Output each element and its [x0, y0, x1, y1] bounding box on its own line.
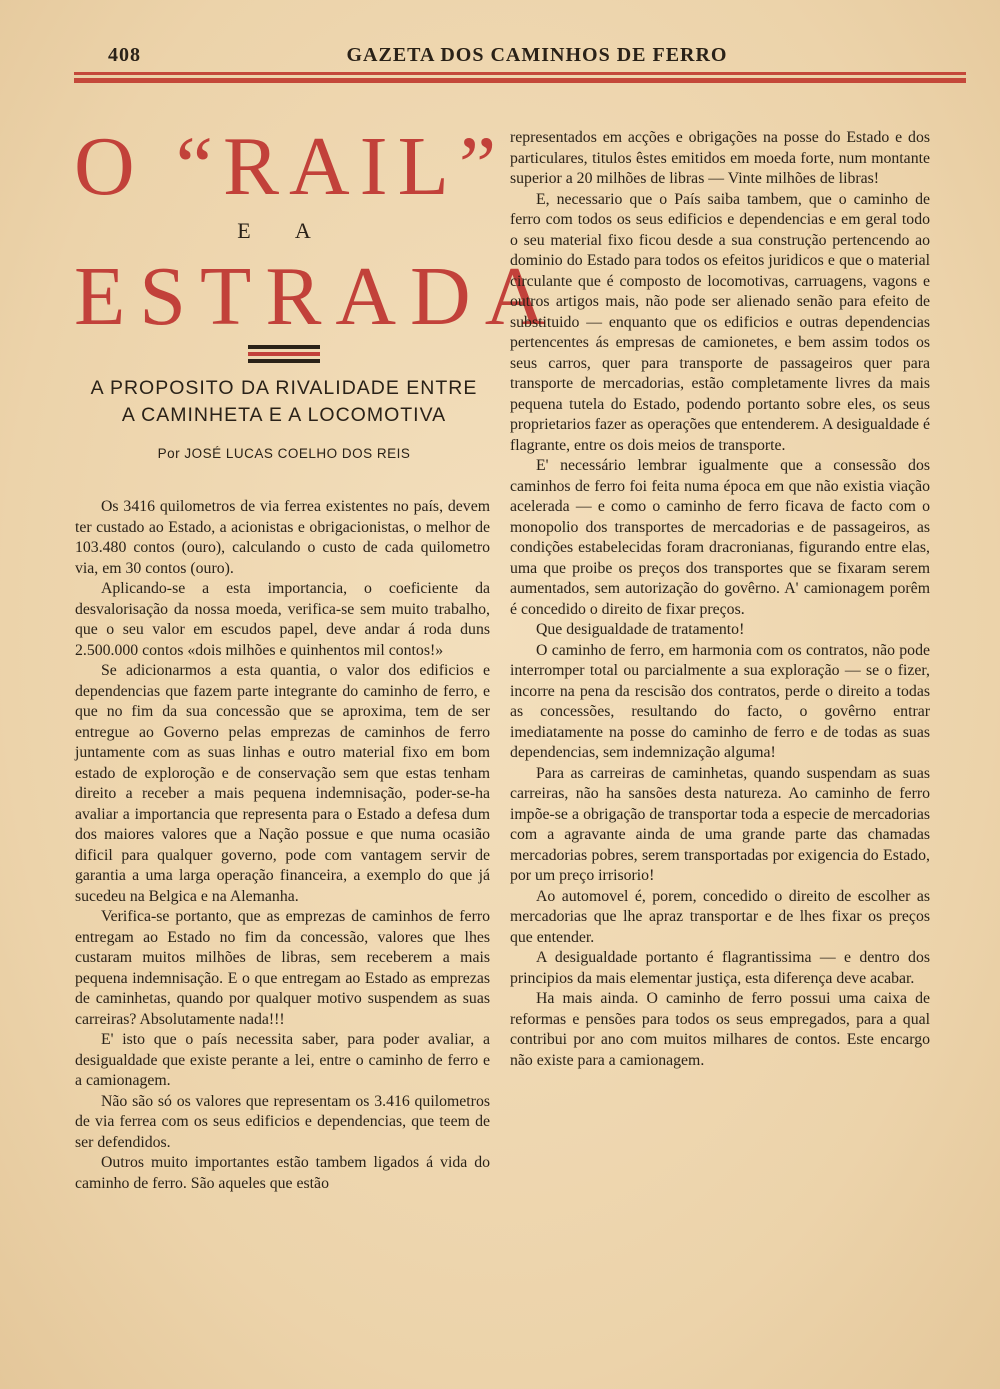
subtitle-line-1: A PROPOSITO DA RIVALIDADE ENTRE [90, 377, 478, 399]
paragraph: Ha mais ainda. O caminho de ferro possui uma caixa de reformas e pensões para todos os seus empregados, para a qual contribui por ano com muitos milhares de contos. Este encargo não existe para a camionagem. [510, 990, 930, 1069]
article-byline: Por JOSÉ LUCAS COELHO DOS REIS [157, 446, 411, 461]
paragraph: E' isto que o país necessita saber, para poder avaliar, a desigualdade que existe perante a lei, entre o caminho de ferro e a camionagem. [75, 1031, 490, 1089]
article-subtitle [74, 375, 494, 429]
paragraph: O caminho de ferro, em harmonia com os contratos, não pode interromper total ou parcialmente a sua exploração — se o fizer, incorre na pena da rescisão dos contratos, perde o direito a todas as concessões, resultando do facto, o govêrno entrar imediatamente na posse do caminho de ferro e de todas as suas dependencias, sem indemnização alguma! [510, 641, 930, 761]
paragraph: Outros muito importantes estão tambem ligados á vida do caminho de ferro. São aqueles que estão [75, 1154, 490, 1192]
paragraph: Verifica-se portanto, que as emprezas de caminhos de ferro entregam ao Estado no fim da concessão, valores que lhes custaram muitos milhões de libras, sem receberem a mais pequena indemnisação. E o que entregam ao Estado as emprezas de caminhetas, quando por qualquer motivo suspendem as suas carreiras? Absolutamente nada!!! [75, 908, 490, 1028]
paragraph: Que desigualdade de tratamento! [536, 621, 745, 638]
title-e-a: E A [237, 218, 331, 243]
paragraph: Não são só os valores que representam os 3.416 quilometros de via ferrea com os seus edificios e dependencias, que teem de ser defendidos. [75, 1092, 490, 1151]
header-rule-thin [74, 72, 966, 75]
title-rail: O “RAIL” [74, 120, 507, 213]
paragraph: A desigualdade portanto é flagrantissima — e dentro dos principios da mais elementar justiça, esta diferença deve acabar. [510, 949, 930, 987]
header-rule-thick [74, 78, 966, 83]
title-estrada: ESTRADA [74, 250, 560, 343]
paragraph: Se adicionarmos a esta quantia, o valor dos edificios e dependencias que fazem parte integrante do caminho de ferro, e que no fim da sua concessão que se aproxima, tem de ser entregue ao Governo pelas emprezas de caminhos de ferro juntamente com as suas linhas e outro material fixo em bom estado de exploroção e de conservação sem que estas tenham direito a receber a mais pequena indemnisação, poder-se-ha avaliar a importancia que representa para o Estado a defesa dum dos maiores valores que a Nação possue e que numa ocasião dificil para qualquer governo, pode com vantagem servir de garantia a uma larga operação financeira, a exemplo do que já sucedeu na Belgica e na Alemanha. [75, 662, 490, 905]
paragraph: Aplicando-se a esta importancia, o coeficiente da desvalorisação da nossa moeda, verifica-se sem muito trabalho, que o seu valor em escudos papel, deve andar á roda duns 2.500.000 contos «dois milhões e quinhentos mil contos!» [75, 580, 490, 659]
paragraph: E' necessário lembrar igualmente que a consessão dos caminhos de ferro foi feita numa época em que não existia viação acelerada — e como o caminho de ferro ficava de facto com o monopolio dos transportes de mercadorias e de passageiros, as condições estabelecidas foram dracronianas, figurando entre elas, uma que proibe os preços dos transportes que se fixaram serem aumentados, sem autorização do govêrno. A' camionagem porêm é concedido o direito de fixar preços. [510, 457, 930, 618]
ornament-bar-top [248, 345, 320, 349]
subtitle-line-2: A CAMINHETA E A LOCOMOTIVA [121, 404, 447, 426]
ornament-bar-middle [248, 352, 320, 356]
paragraph: Para as carreiras de caminhetas, quando suspendam as suas carreiras, não ha sansões desta natureza. Ao caminho de ferro impõe-se a obrigação de transportar toda a especie de mercadorias com a agravante ainda de uma grande parte das chamadas mercadorias pobres, serem transportadas por exigencia do Estado, por um preço irrisorio! [510, 764, 930, 884]
paragraph: E, necessario que o País saiba tambem, que o caminho de ferro com todos os seus edificios e dependencias e em geral todo o seu material fixo ficou desde a sua construção pertencendo ao dominio do Estado para todos os efeitos juridicos e que o material circulante que é composto de locomotivas, carruagens, vagons e outros artigos mais, não pode ser alienado senão para efeito de substituido — enquanto que os edificios e outras dependencias pertencentes ás empresas de camionetes, e bem assim todos os seus carros, quer para transporte de passageiros quer para transporte de mercadorias, estão completamente livres da mais pequena tutela do Estado, podendo portanto sobre eles, os seus proprietarios fazer as operações que entenderem. A desigualdade é flagrante, entre os dois meios de transporte. [510, 190, 930, 454]
paragraph: Ao automovel é, porem, concedido o direito de escolher as mercadorias que lhe apraz transportar e de lhes fixar os preços que entender. [510, 887, 930, 946]
page-header [108, 42, 966, 72]
page-number: 408 [108, 44, 141, 66]
ornament-bar-bottom [248, 359, 320, 363]
journal-title: GAZETA DOS CAMINHOS DE FERRO [346, 44, 728, 66]
title-ornament-divider [248, 345, 320, 366]
left-column [75, 497, 490, 1194]
paragraph: representados em acções e obrigações na posse do Estado e dos particulares, titulos êstes emitidos em moeda forte, num montante superior a 20 milhões de libras — Vinte milhões de libras! [510, 129, 930, 187]
paragraph: Os 3416 quilometros de via ferrea existentes no país, devem ter custado ao Estado, a acionistas e obrigacionistas, o melhor de 103.480 contos (ouro), calculando o custo de cada quilometro via, em 30 contos (ouro). [75, 498, 490, 577]
right-column [510, 128, 930, 1071]
